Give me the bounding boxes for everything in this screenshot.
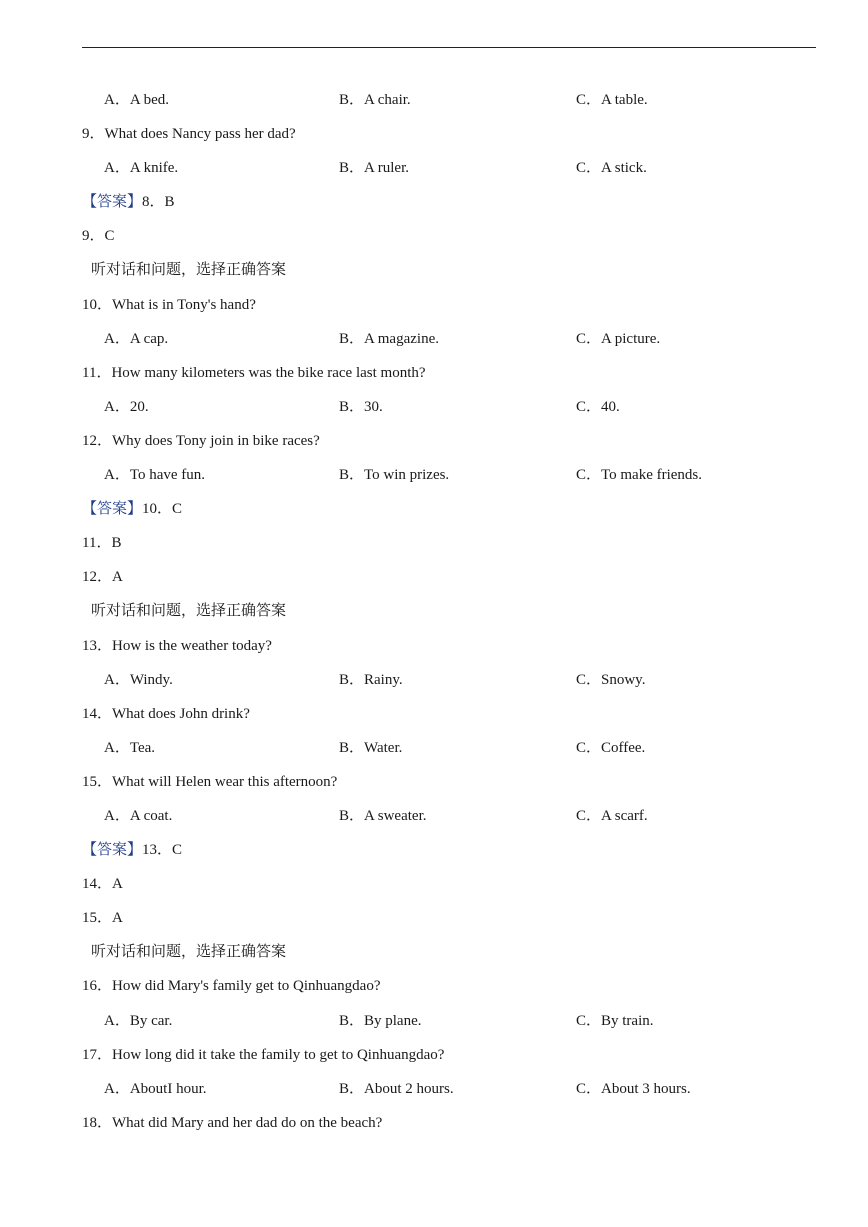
option-c: C．A scarf. [576,807,648,824]
question-text: 11．How many kilometers was the bike race last month? [82,364,426,381]
answer-options-row [0,799,868,833]
answer-tag: 【答案】 [82,501,143,518]
answer-options-row [0,731,868,765]
option-b: B．By plane. [339,1012,422,1029]
answer-key-line: 15．A [82,910,123,927]
question-text: 15．What will Helen wear this afternoon? [82,773,338,790]
answer-options-row [0,1004,868,1038]
answer-key-line [0,492,868,526]
answer-key-line [0,833,868,867]
answer-options-row [0,390,868,424]
question-text: 9．What does Nancy pass her dad? [82,126,296,143]
option-b: B．A ruler. [339,160,409,177]
question-text: 14．What does John drink? [82,705,250,722]
option-c: C．A table. [576,92,648,108]
option-b: B．To win prizes. [339,467,450,484]
question-text: 13．How is the weather today? [82,637,272,654]
option-a: A．To have fun. [104,467,206,484]
answer-key-line [0,185,868,219]
option-c: C．Coffee. [576,739,646,756]
option-b: B．A magazine. [339,330,439,347]
option-a: A．A cap. [104,330,169,347]
answer-key-line: 12．A [82,569,123,586]
answer-value: 10．C [142,501,183,518]
question-text: 18．What did Mary and her dad do on the beach? [82,1114,383,1131]
option-c: C．40. [576,398,620,415]
option-a: A．A coat. [104,807,173,824]
option-b: B．Rainy. [339,671,403,688]
option-a: A．A knife. [104,160,179,177]
option-b: B．About 2 hours. [339,1080,454,1097]
option-a: A．Windy. [104,671,173,688]
option-c: C．To make friends. [576,467,703,484]
option-a: A．AboutI hour. [104,1080,207,1097]
question-text: 16．How did Mary's family get to Qinhuangdao? [82,978,381,995]
answer-value: 8．B [142,194,175,211]
option-a: A．Tea. [104,739,156,756]
answer-tag: 【答案】 [82,842,143,859]
option-c: C．Snowy. [576,671,646,688]
answer-key-line: 11．B [82,535,122,552]
option-b: B．30. [339,398,383,415]
answer-options-row [0,83,868,117]
answer-options-row [0,458,868,492]
option-c: C．A picture. [576,330,661,347]
section-instruction: 听对话和问题，选择正确答案 [91,262,287,279]
option-b: B．A chair. [339,92,411,108]
section-instruction: 听对话和问题，选择正确答案 [91,944,287,961]
answer-options-row [0,1072,868,1106]
answer-key-line: 14．A [82,876,123,893]
answer-options-row [0,322,868,356]
option-c: C．About 3 hours. [576,1080,691,1097]
option-a: A．20. [104,398,149,415]
answer-options-row [0,663,868,697]
question-text: 10．What is in Tony's hand? [82,296,256,313]
option-b: B．A sweater. [339,807,427,824]
option-b: B．Water. [339,739,403,756]
option-a: A．A bed. [104,92,169,108]
section-instruction: 听对话和问题，选择正确答案 [91,603,287,620]
option-a: A．By car. [104,1012,173,1029]
option-c: C．A stick. [576,160,647,177]
option-c: C．By train. [576,1012,654,1029]
question-text: 17．How long did it take the family to get to Qinhuangdao? [82,1046,445,1063]
answer-value: 13．C [142,842,183,859]
answer-tag: 【答案】 [82,194,143,211]
question-text: 12．Why does Tony join in bike races? [82,432,320,449]
answer-options-row [0,151,868,185]
answer-key-line: 9．C [82,228,115,245]
